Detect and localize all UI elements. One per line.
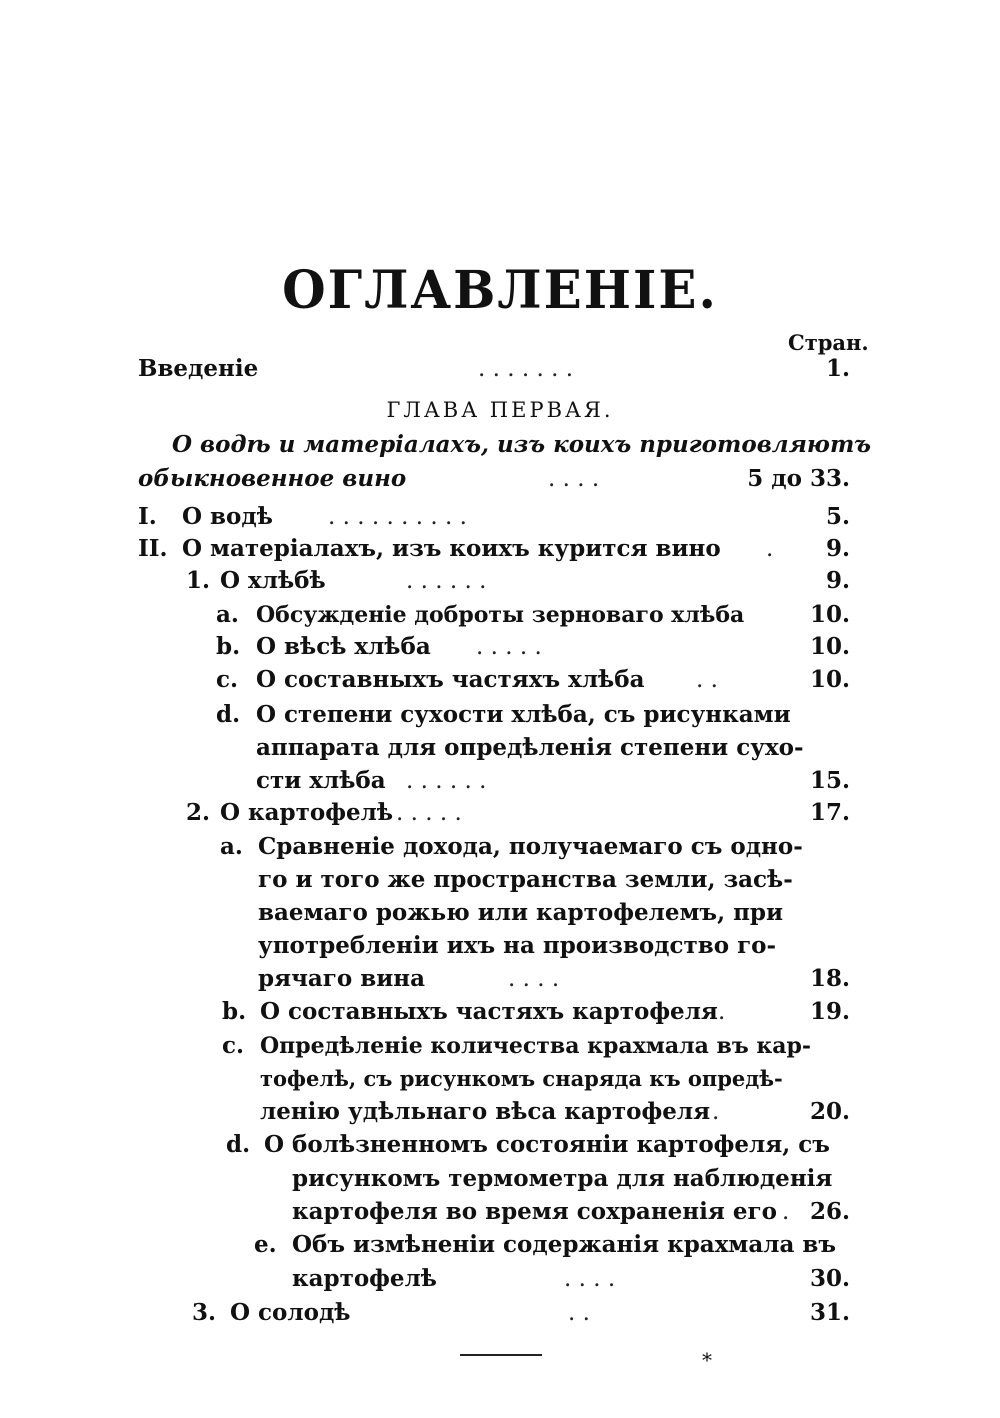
leader-dots: . . . . . . xyxy=(406,568,487,594)
toc-entry-label-line: Объ измѣненіи содержанія крахмала въ xyxy=(292,1231,837,1258)
toc-entry-label-line: Опредѣленіе количества крахмала въ кар- xyxy=(260,1033,812,1059)
toc-page-number: 9. xyxy=(825,567,850,594)
chapter-subtitle-line1: О водѣ и матеріалахъ, изъ коихъ приготовляютъ xyxy=(172,431,872,458)
leader-dots: . xyxy=(766,536,774,562)
toc-entry-label-line: употребленіи ихъ на производство го- xyxy=(258,932,777,959)
toc-page-number: 15. xyxy=(809,767,850,794)
toc-entry-multiline[interactable] xyxy=(216,698,850,732)
toc-entry-continuation xyxy=(292,1195,850,1229)
toc-entry-label-line: рисункомъ термометра для наблюденія xyxy=(292,1165,833,1192)
toc-entry-label: Обсужденіе доброты зерноваго хлѣба xyxy=(256,602,745,628)
toc-entry-label-line: О болѣзненномъ состояніи картофеля, съ xyxy=(264,1131,830,1158)
toc-entry[interactable] xyxy=(186,796,850,830)
toc-entry-multiline[interactable] xyxy=(226,1128,850,1162)
leader-dots: . . . . . . . xyxy=(478,356,574,382)
toc-page-number: 9. xyxy=(825,535,850,562)
toc-entry-number: II. xyxy=(138,535,168,562)
toc-entry-label-line: рячаго вина xyxy=(258,965,426,992)
toc-page-number: 5. xyxy=(825,503,850,530)
toc-entry[interactable] xyxy=(138,532,850,566)
toc-entry-label: О матеріалахъ, изъ коихъ курится вино xyxy=(182,535,721,562)
toc-entry-continuation xyxy=(256,731,850,765)
toc-entry-number: 3. xyxy=(192,1299,217,1326)
toc-entry-label-line: Сравненіе дохода, получаемаго съ одно- xyxy=(258,833,803,860)
toc-entry-label: О картофелѣ xyxy=(220,799,393,826)
toc-entry-number: c. xyxy=(222,1032,245,1059)
toc-page-number: 10. xyxy=(809,633,850,660)
leader-dots: . . . . xyxy=(564,1266,616,1292)
toc-entry-number: d. xyxy=(226,1131,251,1158)
toc-entry-number: b. xyxy=(222,998,247,1025)
toc-page-number: 18. xyxy=(809,965,850,992)
toc-entry[interactable] xyxy=(222,995,850,1029)
toc-entry-continuation xyxy=(260,1062,850,1096)
toc-entry-chapter-one[interactable] xyxy=(138,462,850,496)
toc-page-number: 26. xyxy=(809,1198,850,1225)
toc-entry-number: a. xyxy=(216,601,239,628)
toc-entry-number: 2. xyxy=(186,799,211,826)
toc-entry-label: О составныхъ частяхъ картофеля xyxy=(260,998,718,1025)
toc-entry-number: e. xyxy=(254,1231,277,1258)
toc-page-number: 19. xyxy=(809,998,850,1025)
toc-entry-label: О солодѣ xyxy=(230,1299,351,1326)
toc-page-number: 10. xyxy=(809,666,850,693)
toc-page-number: 20. xyxy=(809,1098,850,1125)
toc-entry-continuation xyxy=(292,1162,850,1196)
toc-entry-label: О вѣсѣ хлѣба xyxy=(256,633,431,660)
toc-page-range: 5 до 33. xyxy=(747,465,850,492)
toc-entry-number: a. xyxy=(220,833,243,860)
toc-entry-label-line: О степени сухости хлѣба, съ рисунками xyxy=(256,701,791,728)
toc-entry-continuation xyxy=(292,1262,850,1296)
toc-entry-number: 1. xyxy=(186,567,211,594)
toc-page-number: 10. xyxy=(809,601,850,628)
toc-entry-label-line: го и того же пространства земли, засѣ- xyxy=(258,866,793,893)
page-column-header: Стран. xyxy=(788,330,869,355)
signature-mark-icon: * xyxy=(702,1348,712,1372)
toc-entry-label-line: тофелѣ, съ рисункомъ снаряда къ опредѣ- xyxy=(260,1066,783,1091)
toc-entry-continuation xyxy=(260,1095,850,1129)
toc-entry-continuation xyxy=(258,863,850,897)
toc-entry[interactable] xyxy=(216,598,850,632)
toc-entry-label: О водѣ xyxy=(182,503,273,530)
toc-entry[interactable] xyxy=(138,500,850,534)
leader-dots: . xyxy=(718,999,726,1025)
toc-entry-number: d. xyxy=(216,701,241,728)
toc-entry-label-line: сти хлѣба xyxy=(256,767,386,794)
leader-dots: . . . . . xyxy=(396,800,462,826)
leader-dots: . xyxy=(782,1199,790,1225)
leader-dots: . . xyxy=(696,667,718,693)
leader-dots: . xyxy=(712,1099,720,1125)
toc-page-number: 31. xyxy=(809,1299,850,1326)
toc-entry-label: О хлѣбѣ xyxy=(220,567,326,594)
leader-dots: . . . . . . xyxy=(406,768,487,794)
leader-dots: . . xyxy=(568,1300,590,1326)
toc-entry-number: I. xyxy=(138,503,157,530)
toc-page-number: 17. xyxy=(809,799,850,826)
toc-entry-multiline[interactable] xyxy=(254,1228,850,1262)
toc-page-number: 1. xyxy=(825,355,850,382)
toc-entry-continuation xyxy=(258,962,850,996)
toc-entry-multiline[interactable] xyxy=(220,830,850,864)
leader-dots: . . . . xyxy=(548,466,600,492)
toc-entry[interactable] xyxy=(192,1296,850,1330)
toc-entry-label-line: ленію удѣльнаго вѣса картофеля xyxy=(260,1098,711,1125)
toc-entry-intro[interactable] xyxy=(138,352,850,386)
leader-dots: . . . . xyxy=(508,966,560,992)
toc-entry-label-line: ваемаго рожью или картофелемъ, при xyxy=(258,899,784,926)
toc-entry-continuation xyxy=(256,764,850,798)
toc-entry-continuation xyxy=(258,896,850,930)
toc-entry-number: b. xyxy=(216,633,241,660)
leader-dots: . . . . . xyxy=(476,634,542,660)
toc-entry-label-line: аппарата для опредѣленія степени сухо- xyxy=(256,734,804,761)
footer-divider xyxy=(460,1354,542,1356)
toc-entry-label: Введеніе xyxy=(138,355,259,382)
toc-page-number: 30. xyxy=(809,1265,850,1292)
toc-entry-number: c. xyxy=(216,666,239,693)
toc-entry[interactable] xyxy=(186,564,850,598)
chapter-heading: ГЛАВА ПЕРВАЯ. xyxy=(386,398,614,422)
toc-entry-continuation xyxy=(258,929,850,963)
chapter-subtitle-line2: обыкновенное вино xyxy=(138,465,407,492)
toc-entry[interactable] xyxy=(216,663,850,697)
leader-dots: . . . . . . . . . . xyxy=(328,504,467,530)
toc-entry-label-line: картофеля во время сохраненія его xyxy=(292,1198,777,1225)
toc-entry-multiline[interactable] xyxy=(222,1029,850,1063)
toc-entry-label-line: картофелѣ xyxy=(292,1265,437,1292)
toc-entry[interactable] xyxy=(216,630,850,664)
page-title: ОГЛАВЛЕНІЕ. xyxy=(282,258,718,321)
toc-entry-label: О составныхъ частяхъ хлѣба xyxy=(256,666,645,693)
